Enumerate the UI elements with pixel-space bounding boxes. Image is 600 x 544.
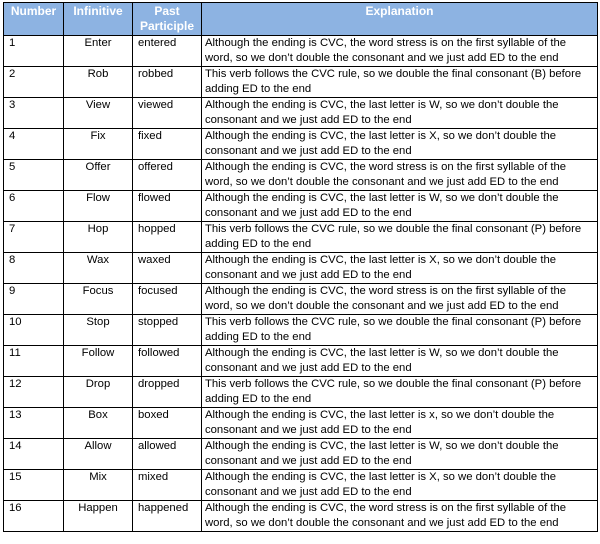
infinitive-cell: Focus: [64, 284, 133, 315]
number-cell: 11: [4, 346, 64, 377]
table-row: [4, 408, 598, 439]
explanation-cell: Although the ending is CVC, the last letter is W, so we don’t double the consonant and we just add ED to the end: [202, 346, 598, 377]
header-explanation: Explanation: [202, 3, 598, 36]
past-participle-cell: focused: [133, 284, 202, 315]
table-row: [4, 191, 598, 222]
explanation-cell: Although the ending is CVC, the last letter is W, so we don’t double the consonant and we just add ED to the end: [202, 191, 598, 222]
table-row: [4, 315, 598, 346]
number-cell: 10: [4, 315, 64, 346]
number-cell: 6: [4, 191, 64, 222]
number-cell: 4: [4, 129, 64, 160]
table-row: [4, 129, 598, 160]
past-participle-cell: boxed: [133, 408, 202, 439]
past-participle-cell: hopped: [133, 222, 202, 253]
table-row: [4, 377, 598, 408]
infinitive-cell: Enter: [64, 36, 133, 67]
infinitive-cell: Mix: [64, 470, 133, 501]
explanation-cell: This verb follows the CVC rule, so we double the final consonant (P) before adding ED to the end: [202, 377, 598, 408]
explanation-cell: This verb follows the CVC rule, so we double the final consonant (P) before adding ED to the end: [202, 222, 598, 253]
table-body: [4, 36, 598, 532]
infinitive-cell: Drop: [64, 377, 133, 408]
past-participle-cell: flowed: [133, 191, 202, 222]
past-participle-cell: offered: [133, 160, 202, 191]
infinitive-cell: Follow: [64, 346, 133, 377]
explanation-cell: Although the ending is CVC, the last letter is W, so we don’t double the consonant and we just add ED to the end: [202, 98, 598, 129]
infinitive-cell: Fix: [64, 129, 133, 160]
explanation-cell: Although the ending is CVC, the last letter is W, so we don’t double the consonant and we just add ED to the end: [202, 439, 598, 470]
header-row: [4, 3, 598, 36]
past-participle-cell: mixed: [133, 470, 202, 501]
infinitive-cell: Offer: [64, 160, 133, 191]
past-participle-cell: followed: [133, 346, 202, 377]
explanation-cell: Although the ending is CVC, the last letter is X, so we don’t double the consonant and we just add ED to the end: [202, 129, 598, 160]
number-cell: 12: [4, 377, 64, 408]
infinitive-cell: Flow: [64, 191, 133, 222]
number-cell: 1: [4, 36, 64, 67]
past-participle-cell: dropped: [133, 377, 202, 408]
number-cell: 14: [4, 439, 64, 470]
past-participle-cell: viewed: [133, 98, 202, 129]
table-row: [4, 501, 598, 532]
number-cell: 7: [4, 222, 64, 253]
explanation-cell: Although the ending is CVC, the word stress is on the first syllable of the word, so we don’t double the consonant and we just add ED to the end: [202, 501, 598, 532]
past-participle-cell: waxed: [133, 253, 202, 284]
number-cell: 5: [4, 160, 64, 191]
table-row: [4, 346, 598, 377]
infinitive-cell: Allow: [64, 439, 133, 470]
number-cell: 16: [4, 501, 64, 532]
infinitive-cell: View: [64, 98, 133, 129]
explanation-cell: Although the ending is CVC, the last letter is X, so we don’t double the consonant and we just add ED to the end: [202, 470, 598, 501]
table-row: [4, 470, 598, 501]
past-participle-cell: happened: [133, 501, 202, 532]
header-past-participle: Past Participle: [133, 3, 202, 36]
header-infinitive: Infinitive: [64, 3, 133, 36]
explanation-cell: Although the ending is CVC, the word stress is on the first syllable of the word, so we don’t double the consonant and we just add ED to the end: [202, 284, 598, 315]
number-cell: 13: [4, 408, 64, 439]
infinitive-cell: Happen: [64, 501, 133, 532]
past-participle-cell: entered: [133, 36, 202, 67]
number-cell: 3: [4, 98, 64, 129]
explanation-cell: This verb follows the CVC rule, so we double the final consonant (P) before adding ED to the end: [202, 315, 598, 346]
number-cell: 2: [4, 67, 64, 98]
explanation-cell: Although the ending is CVC, the word stress is on the first syllable of the word, so we don’t double the consonant and we just add ED to the end: [202, 160, 598, 191]
number-cell: 15: [4, 470, 64, 501]
past-participle-cell: robbed: [133, 67, 202, 98]
infinitive-cell: Stop: [64, 315, 133, 346]
number-cell: 8: [4, 253, 64, 284]
table-row: [4, 67, 598, 98]
explanation-cell: Although the ending is CVC, the last letter is X, so we don’t double the consonant and we just add ED to the end: [202, 253, 598, 284]
infinitive-cell: Hop: [64, 222, 133, 253]
table-row: [4, 36, 598, 67]
table-row: [4, 160, 598, 191]
verb-table: [3, 2, 598, 532]
explanation-cell: Although the ending is CVC, the last letter is x, so we don’t double the consonant and we just add ED to the end: [202, 408, 598, 439]
infinitive-cell: Rob: [64, 67, 133, 98]
infinitive-cell: Box: [64, 408, 133, 439]
table-row: [4, 439, 598, 470]
infinitive-cell: Wax: [64, 253, 133, 284]
explanation-cell: Although the ending is CVC, the word stress is on the first syllable of the word, so we don’t double the consonant and we just add ED to the end: [202, 36, 598, 67]
header-number: Number: [4, 3, 64, 36]
table-row: [4, 253, 598, 284]
table-row: [4, 98, 598, 129]
number-cell: 9: [4, 284, 64, 315]
past-participle-cell: stopped: [133, 315, 202, 346]
past-participle-cell: allowed: [133, 439, 202, 470]
explanation-cell: This verb follows the CVC rule, so we double the final consonant (B) before adding ED to the end: [202, 67, 598, 98]
table-row: [4, 222, 598, 253]
table-row: [4, 284, 598, 315]
past-participle-cell: fixed: [133, 129, 202, 160]
